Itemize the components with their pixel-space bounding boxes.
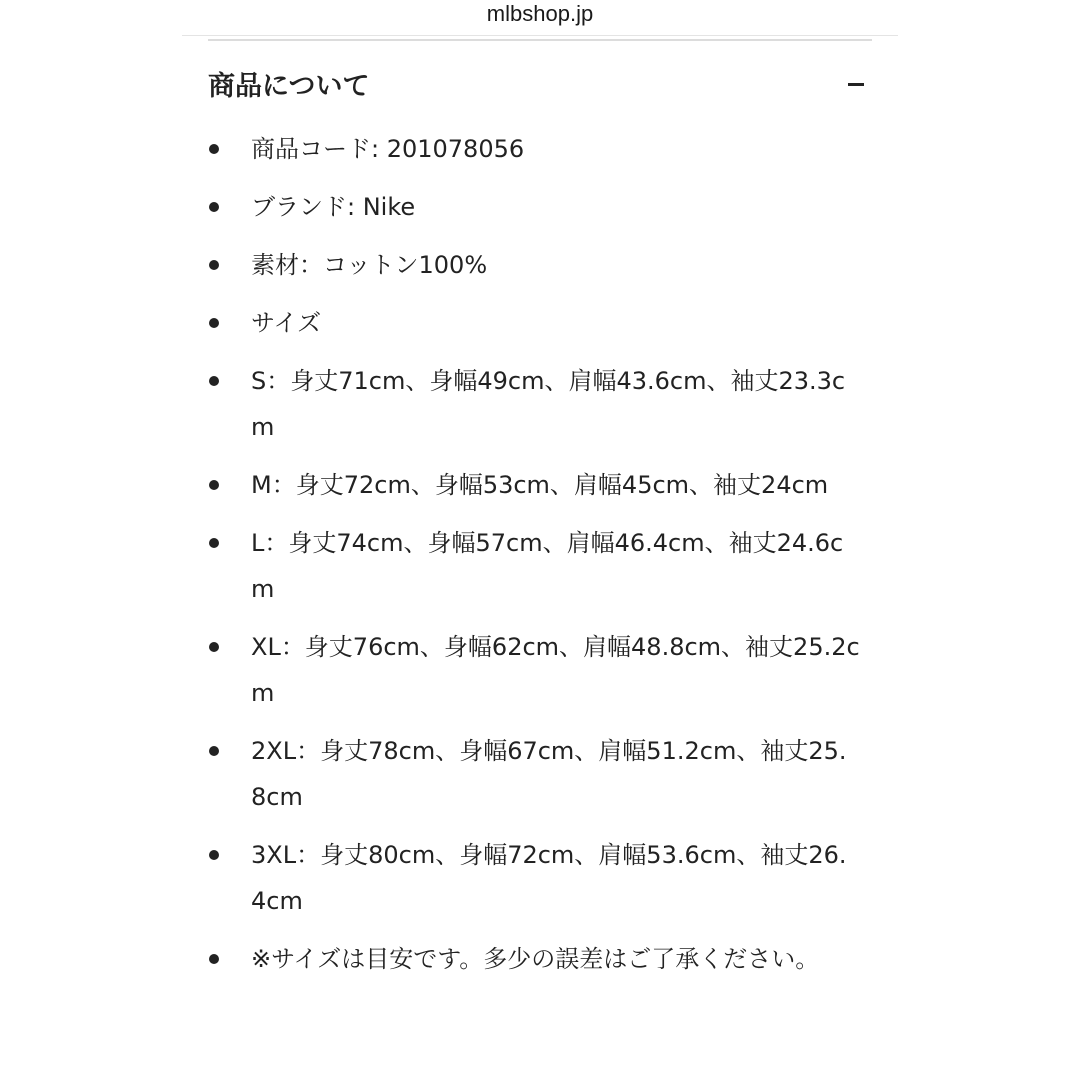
- list-item-text: 2XL：身丈78cm、身幅67cm、肩幅51.2cm、袖丈25.8cm: [251, 737, 847, 811]
- list-item-size-m: [208, 462, 861, 508]
- bullet-icon: [209, 376, 219, 386]
- bullet-icon: [209, 746, 219, 756]
- list-item-product-code: [208, 126, 861, 172]
- list-item-size-note: [208, 936, 861, 982]
- list-item-size-s: [208, 358, 861, 450]
- list-item-text: XL：身丈76cm、身幅62cm、肩幅48.8cm、袖丈25.2cm: [251, 633, 860, 707]
- product-details-list: [208, 126, 872, 994]
- list-item-material: [208, 242, 861, 288]
- list-item-text: S：身丈71cm、身幅49cm、肩幅43.6cm、袖丈23.3cm: [251, 367, 846, 441]
- list-item-text: サイズ: [251, 309, 322, 337]
- bullet-icon: [209, 538, 219, 548]
- bullet-icon: [209, 260, 219, 270]
- list-item-size-xl: [208, 624, 861, 716]
- list-item-size-heading: [208, 300, 861, 346]
- bullet-icon: [209, 144, 219, 154]
- list-item-text: M：身丈72cm、身幅53cm、肩幅45cm、袖丈24cm: [251, 471, 829, 499]
- list-item-size-3xl: [208, 832, 861, 924]
- address-bar[interactable]: mlbshop.jp: [486, 1, 594, 26]
- list-item-brand: [208, 184, 861, 230]
- list-item-size-2xl: [208, 728, 861, 820]
- product-info-accordion-header[interactable]: [208, 62, 872, 112]
- section-title: 商品について: [208, 71, 370, 102]
- list-item-text: 商品コード: 201078056: [251, 135, 525, 163]
- bullet-icon: [209, 850, 219, 860]
- section-divider: [208, 39, 872, 41]
- list-item-text: 素材：コットン100%: [251, 251, 488, 279]
- list-item-size-l: [208, 520, 861, 612]
- collapse-button[interactable]: [836, 66, 872, 102]
- list-item-text: L：身丈74cm、身幅57cm、肩幅46.4cm、袖丈24.6cm: [251, 529, 844, 603]
- bullet-icon: [209, 954, 219, 964]
- list-item-text: ※サイズは目安です。多少の誤差はご了承ください。: [251, 945, 820, 973]
- minus-icon: [848, 83, 864, 86]
- bullet-icon: [209, 642, 219, 652]
- bullet-icon: [209, 202, 219, 212]
- list-item-text: ブランド: Nike: [251, 193, 416, 221]
- header-divider: [182, 35, 898, 36]
- bullet-icon: [209, 480, 219, 490]
- list-item-text: 3XL：身丈80cm、身幅72cm、肩幅53.6cm、袖丈26.4cm: [251, 841, 847, 915]
- bullet-icon: [209, 318, 219, 328]
